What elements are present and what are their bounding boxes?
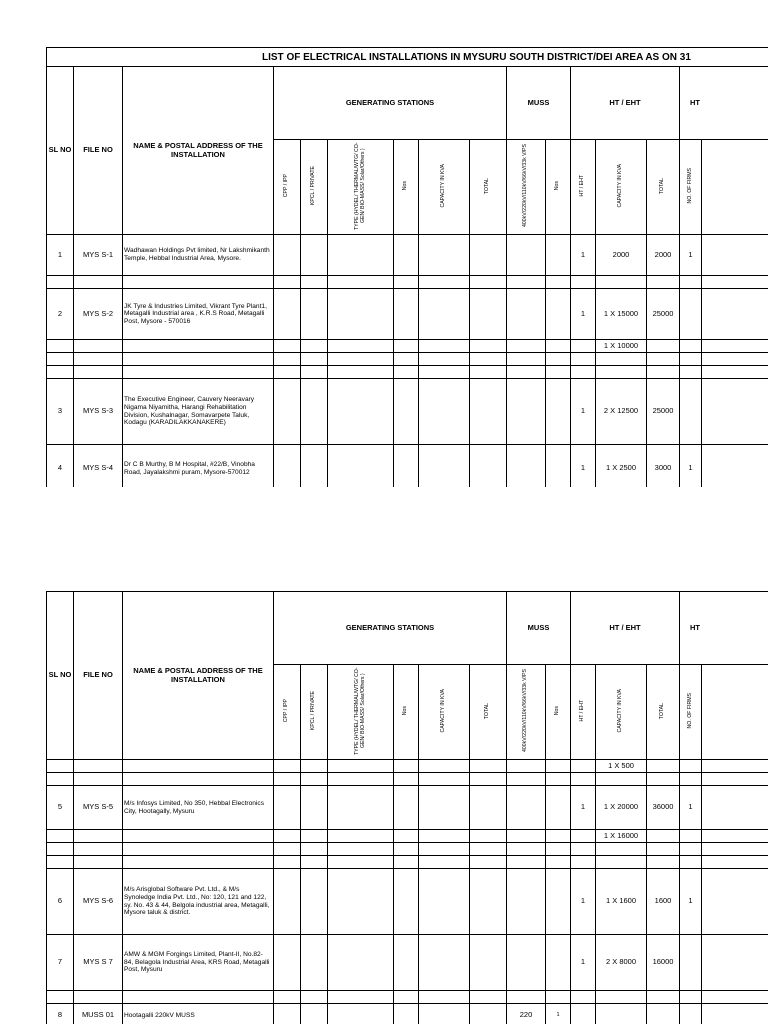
header-cpp-ipp: CPP / IPP <box>283 699 290 723</box>
file-no: MYS S-4 <box>74 445 123 488</box>
header-ht: HT <box>680 592 768 665</box>
muss-kv: 220 <box>507 1004 546 1024</box>
sheet-title: LIST OF ELECTRICAL INSTALLATIONS IN MYSURU SOUTH DISTRICT/DEI AREA AS ON 31 <box>47 48 768 67</box>
installations-table-1 <box>46 47 768 487</box>
header-muss-nos: Nos <box>554 181 561 191</box>
total-kva: 1600 <box>647 869 680 935</box>
capacity-kva: 1 X 20000 <box>596 786 647 830</box>
header-file-no: FILE NO <box>74 592 123 760</box>
header-cpp-ipp: CPP / IPP <box>283 174 290 198</box>
total-kva: 25000 <box>647 289 680 340</box>
total-kva: 36000 <box>647 786 680 830</box>
table-row <box>47 869 768 935</box>
header-capacity-kva: CAPACITY IN KVA <box>440 163 447 208</box>
file-no: MYS S 7 <box>74 935 123 991</box>
capacity-kva-extra: 1 X 16000 <box>596 830 647 843</box>
header-generating-stations: GENERATING STATIONS <box>274 67 507 140</box>
installation-name: AMW & MGM Forgings Limited, Plant-II, No.82-84, Belagola Industrial Area, KRS Road, Metagalli Post, Mysuru <box>123 935 274 991</box>
table-row <box>47 1004 768 1024</box>
header-ht-eht-sub: HT / EHT <box>579 699 586 722</box>
sheet-page-1 <box>46 47 768 487</box>
header-capacity-kva: CAPACITY IN KVA <box>440 688 447 733</box>
header-nos: Nos <box>402 706 409 716</box>
installation-name: The Executive Engineer, Cauvery Neeravary Nigama Niyamitha, Harangi Rehabilitation Division, Kushalnagar, Somavarpete Taluk, Kodagu (KARADILAKKANAKERE) <box>123 379 274 445</box>
header-ht: HT <box>680 67 768 140</box>
header-name-address: NAME & POSTAL ADDRESS OF THE INSTALLATION <box>123 67 274 235</box>
sl-no: 2 <box>47 289 74 340</box>
firms-count: 1 <box>680 786 702 830</box>
installation-name: Wadhawan Holdings Pvt limited, Nr Lakshmikanth Temple, Hebbal Industrial Area, Mysore. <box>123 235 274 276</box>
header-ht-total: TOTAL <box>659 177 666 194</box>
header-ht-total: TOTAL <box>659 702 666 719</box>
installation-name: Hootagalli 220kV MUSS <box>123 1004 274 1024</box>
table-row <box>47 379 768 445</box>
sl-no: 4 <box>47 445 74 488</box>
sl-no: 6 <box>47 869 74 935</box>
header-muss: MUSS <box>507 67 571 140</box>
header-file-no: FILE NO <box>74 67 123 235</box>
file-no: MYS S-3 <box>74 379 123 445</box>
file-no: MUSS 01 <box>74 1004 123 1024</box>
header-nos: Nos <box>402 181 409 191</box>
ht-eht-count: 1 <box>571 289 596 340</box>
header-type: TYPE (HYDEL/ THERMAL/WTG/ CO-GEN/ BIO-MASS/ Solar/Others ) <box>353 666 366 755</box>
installations-table-2 <box>46 591 768 1024</box>
ht-eht-count: 1 <box>571 379 596 445</box>
file-no: MYS S-1 <box>74 235 123 276</box>
table-row <box>47 235 768 276</box>
capacity-kva-extra: 1 X 10000 <box>596 340 647 353</box>
total-kva: 16000 <box>647 935 680 991</box>
installation-name: M/s Arisglobal Software Pvt. Ltd., & M/s Synoledge India Pvt. Ltd., No: 120, 121 and 122, sy. No. 43 & 44, Belgola industrial area, Metagalli, Mysore taluk & district. <box>123 869 274 935</box>
header-muss-kv: 400kV/220kV/110kV/66kV/33k V/PS <box>522 669 529 753</box>
header-no-of-firms: NO. OF FIRMS <box>686 692 693 729</box>
header-kpcl-private: KPCL / PRIVATE <box>310 166 317 206</box>
header-no-of-firms: NO. OF FIRMS <box>686 167 693 204</box>
capacity-kva: 1 X 2500 <box>596 445 647 488</box>
sl-no: 3 <box>47 379 74 445</box>
sheet-page-2 <box>46 591 768 1024</box>
ht-eht-count: 1 <box>571 869 596 935</box>
sl-no: 7 <box>47 935 74 991</box>
capacity-kva: 2000 <box>596 235 647 276</box>
file-no: MYS S-5 <box>74 786 123 830</box>
header-ht-capacity-kva: CAPACITY IN KVA <box>617 688 624 733</box>
file-no: MYS S-2 <box>74 289 123 340</box>
firms-count: 1 <box>680 235 702 276</box>
installation-name: JK Tyre & Industries Limited, Vikrant Tyre Plant1, Metagalli Industrial area , K.R.S Road, Metagalli Post, Mysore - 570016 <box>123 289 274 340</box>
sl-no: 8 <box>47 1004 74 1024</box>
header-ht-capacity-kva: CAPACITY IN KVA <box>617 163 624 208</box>
header-generating-stations: GENERATING STATIONS <box>274 592 507 665</box>
header-total: TOTAL <box>484 702 491 719</box>
header-name-address: NAME & POSTAL ADDRESS OF THE INSTALLATION <box>123 592 274 760</box>
capacity-kva: 2 X 8000 <box>596 935 647 991</box>
header-total: TOTAL <box>484 177 491 194</box>
header-muss: MUSS <box>507 592 571 665</box>
capacity-kva: 1 X 15000 <box>596 289 647 340</box>
ht-eht-count: 1 <box>571 935 596 991</box>
header-muss-kv: 400kV/220kV/110kV/66kV/33k V/PS <box>522 144 529 228</box>
header-muss-nos: Nos <box>554 706 561 716</box>
firms-count: 1 <box>680 869 702 935</box>
capacity-kva: 1 X 1600 <box>596 869 647 935</box>
total-kva: 25000 <box>647 379 680 445</box>
firms-count: 1 <box>680 445 702 488</box>
ht-eht-count: 1 <box>571 786 596 830</box>
header-ht-eht: HT / EHT <box>571 592 680 665</box>
file-no: MYS S-6 <box>74 869 123 935</box>
installation-name: M/s Infosys Limited, No 350, Hebbal Electronics City, Hootagally, Mysuru <box>123 786 274 830</box>
header-sl-no: SL NO <box>47 67 74 235</box>
header-ht-eht-sub: HT / EHT <box>579 174 586 197</box>
header-ht-eht: HT / EHT <box>571 67 680 140</box>
table-row <box>47 786 768 830</box>
capacity-kva: 2 X 12500 <box>596 379 647 445</box>
sl-no: 5 <box>47 786 74 830</box>
table-row <box>47 289 768 340</box>
ht-eht-count: 1 <box>571 445 596 488</box>
muss-nos: 1 <box>546 1004 571 1024</box>
total-kva: 2000 <box>647 235 680 276</box>
total-kva: 3000 <box>647 445 680 488</box>
sl-no: 1 <box>47 235 74 276</box>
table-row <box>47 445 768 488</box>
capacity-kva-extra: 1 X 500 <box>596 760 647 773</box>
table-row <box>47 935 768 991</box>
installation-name: Dr C B Murthy, B M Hospital, #22/B, Vinobha Road, Jayalakshmi puram, Mysore-570012 <box>123 445 274 488</box>
ht-eht-count: 1 <box>571 235 596 276</box>
header-sl-no: SL NO <box>47 592 74 760</box>
header-kpcl-private: KPCL / PRIVATE <box>310 691 317 731</box>
header-type: TYPE (HYDEL/ THERMAL/WTG/ CO-GEN/ BIO-MASS/ Solar/Others ) <box>353 141 366 230</box>
